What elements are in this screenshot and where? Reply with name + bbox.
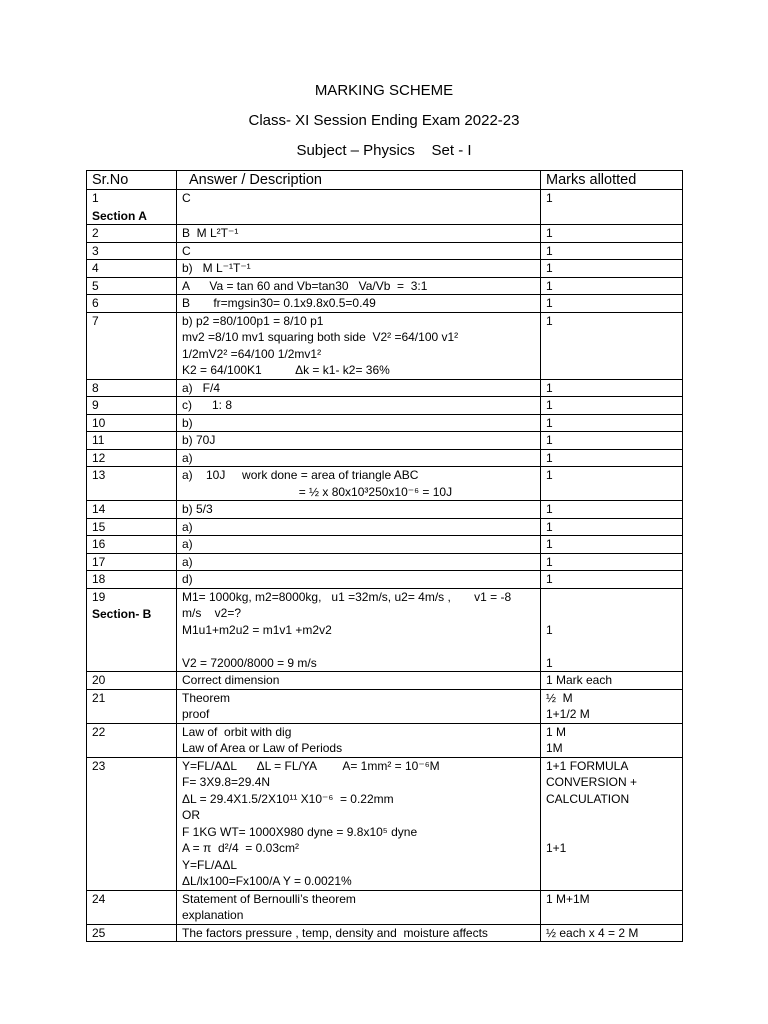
- answer-line: a): [182, 519, 193, 534]
- answer-cell: [177, 312, 541, 379]
- marks-cell: [541, 397, 683, 415]
- marks-line: 1: [546, 433, 553, 447]
- answer-cell: [177, 723, 541, 757]
- answer-cell: [177, 379, 541, 397]
- marks-cell: [541, 277, 683, 295]
- sr-no-cell: [87, 432, 177, 450]
- marks-cell: [541, 312, 683, 379]
- answer-line: proof: [182, 707, 210, 721]
- marks-line: 1: [546, 398, 553, 412]
- marks-cell: [541, 432, 683, 450]
- sr-no-cell: [87, 588, 177, 672]
- marks-line: 1M: [546, 741, 563, 755]
- table-row: [87, 890, 683, 924]
- sr-no: 5: [92, 278, 99, 293]
- sr-no-cell: [87, 312, 177, 379]
- section-label: Section- B: [92, 607, 152, 621]
- answer-line: C: [182, 243, 191, 258]
- answer-line: explanation: [182, 908, 244, 922]
- marks-cell: [541, 890, 683, 924]
- answer-line: 1/2mV2² =64/100 1/2mv1²: [182, 346, 322, 361]
- marks-line: 1 M: [546, 724, 567, 739]
- table-row: [87, 379, 683, 397]
- answer-cell: [177, 397, 541, 415]
- marks-cell: [541, 242, 683, 260]
- header-answer: Answer / Description: [177, 171, 541, 190]
- marks-line: 1: [546, 243, 553, 258]
- document-title: MARKING SCHEME: [314, 82, 454, 99]
- answer-line: V2 = 72000/8000 = 9 m/s: [182, 655, 317, 670]
- marks-line: 1: [546, 380, 553, 395]
- exam-class-line: Class- XI Session Ending Exam 2022-23: [248, 112, 520, 129]
- marks-cell: [541, 553, 683, 571]
- marks-line: 1: [546, 655, 553, 670]
- answer-line: m/s v2=?: [182, 606, 242, 620]
- marks-line: 1: [546, 502, 553, 516]
- answer-line: b) p2 =80/100p1 = 8/10 p1: [182, 313, 324, 328]
- sr-no: 8: [92, 380, 99, 395]
- sr-no-cell: [87, 449, 177, 467]
- sr-no-cell: [87, 890, 177, 924]
- sr-no-cell: [87, 571, 177, 589]
- answer-cell: [177, 672, 541, 690]
- answer-line: c) 1: 8: [182, 398, 233, 412]
- answer-cell: [177, 757, 541, 890]
- marks-line: [546, 824, 677, 841]
- table-row: [87, 723, 683, 757]
- sr-no-cell: [87, 501, 177, 519]
- marks-line: 1: [546, 313, 553, 328]
- answer-cell: [177, 553, 541, 571]
- sr-no: 4: [92, 261, 99, 275]
- answer-line: b) 70J: [182, 433, 216, 447]
- header-marks: Marks allotted: [541, 171, 683, 190]
- sr-no: 23: [92, 758, 106, 773]
- answer-line: a) 10J work done = area of triangle ABC: [182, 468, 419, 482]
- marks-cell: [541, 689, 683, 723]
- table-row: [87, 242, 683, 260]
- marks-line: 1: [546, 468, 553, 482]
- sr-no-cell: [87, 924, 177, 942]
- section-label: Section A: [92, 208, 147, 223]
- table-row: [87, 571, 683, 589]
- table-row: [87, 190, 683, 225]
- sr-no: 21: [92, 690, 106, 705]
- marks-line: ½ each x 4 = 2 M: [546, 925, 639, 940]
- answer-line: OR: [182, 808, 200, 822]
- answer-cell: [177, 225, 541, 243]
- answer-line: A = π d²/4 = 0.03cm²: [182, 841, 299, 855]
- marks-line: [546, 873, 677, 890]
- answer-line: B fr=mgsin30= 0.1x9.8x0.5=0.49: [182, 296, 376, 310]
- table-row: [87, 757, 683, 890]
- answer-line: Theorem: [182, 690, 231, 705]
- table-row: [87, 260, 683, 278]
- answer-cell: [177, 536, 541, 554]
- table-row: [87, 924, 683, 942]
- sr-no: 16: [92, 537, 106, 551]
- sr-no-cell: [87, 190, 177, 225]
- marks-cell: [541, 501, 683, 519]
- answer-line: [182, 638, 535, 655]
- sr-no: 17: [92, 554, 106, 569]
- marks-cell: [541, 414, 683, 432]
- answer-cell: [177, 467, 541, 501]
- answer-line: a): [182, 450, 193, 465]
- marks-cell: [541, 757, 683, 890]
- answer-cell: [177, 414, 541, 432]
- answer-line: ΔL/lx100=Fx100/A Y = 0.0021%: [182, 874, 352, 888]
- sr-no-cell: [87, 225, 177, 243]
- answer-cell: [177, 242, 541, 260]
- marks-line: 1: [546, 554, 553, 569]
- marks-line: CONVERSION +: [546, 775, 638, 789]
- table-row: [87, 414, 683, 432]
- table-row: [87, 518, 683, 536]
- sr-no-cell: [87, 467, 177, 501]
- answer-line: F 1KG WT= 1000X980 dyne = 9.8x10⁵ dyne: [182, 824, 418, 839]
- answer-line: b) 5/3: [182, 502, 213, 516]
- table-row: [87, 295, 683, 313]
- subject-line: Subject – Physics Set - I: [296, 142, 472, 159]
- marks-cell: [541, 571, 683, 589]
- marks-cell: [541, 588, 683, 672]
- table-row: [87, 432, 683, 450]
- sr-no: 19: [92, 589, 106, 604]
- marks-cell: [541, 295, 683, 313]
- sr-no: 1: [92, 191, 99, 205]
- answer-cell: [177, 518, 541, 536]
- answer-line: a) F/4: [182, 380, 221, 395]
- answer-line: M1= 1000kg, m2=8000kg, u1 =32m/s, u2= 4m/s , v1 = -8: [182, 589, 512, 604]
- table-row: [87, 449, 683, 467]
- answer-cell: [177, 449, 541, 467]
- sr-no-cell: [87, 397, 177, 415]
- marks-line: [546, 638, 677, 655]
- sr-no-cell: [87, 414, 177, 432]
- sr-no: 3: [92, 243, 99, 258]
- sr-no: 7: [92, 313, 99, 328]
- answer-line: The factors pressure , temp, density and moisture affects: [182, 925, 488, 940]
- answer-line: F= 3X9.8=29.4N: [182, 775, 271, 789]
- sr-no: 14: [92, 502, 106, 516]
- table-row: [87, 672, 683, 690]
- answer-cell: [177, 689, 541, 723]
- answer-line: Law of Area or Law of Periods: [182, 741, 343, 755]
- marks-cell: [541, 379, 683, 397]
- answer-line: M1u1+m2u2 = m1v1 +m2v2: [182, 622, 332, 637]
- sr-no-cell: [87, 518, 177, 536]
- marks-line: 1: [546, 450, 553, 465]
- marks-line: 1: [546, 296, 553, 310]
- sr-no: 18: [92, 572, 106, 586]
- marks-line: 1: [546, 537, 553, 551]
- sr-no: 2: [92, 226, 99, 240]
- marks-cell: [541, 723, 683, 757]
- marks-line: [546, 589, 677, 606]
- table-row: [87, 277, 683, 295]
- marks-cell: [541, 260, 683, 278]
- answer-line: d): [182, 572, 193, 586]
- answer-line: Y=FL/AΔL: [182, 857, 238, 872]
- sr-no: 12: [92, 450, 106, 465]
- marks-line: 1+1: [546, 841, 567, 855]
- sr-no: 6: [92, 296, 99, 310]
- table-row: [87, 312, 683, 379]
- marks-line: 1: [546, 278, 553, 293]
- answer-line: a): [182, 537, 193, 551]
- marks-line: [546, 857, 677, 874]
- sr-no-cell: [87, 757, 177, 890]
- answer-line: B M L²T⁻¹: [182, 226, 239, 240]
- table-row: [87, 397, 683, 415]
- marks-cell: [541, 225, 683, 243]
- marks-line: 1: [546, 519, 553, 534]
- marks-cell: [541, 672, 683, 690]
- table-header-row: [87, 171, 683, 190]
- marks-line: [546, 807, 677, 824]
- table-row: [87, 536, 683, 554]
- marks-line: 1: [546, 415, 553, 430]
- sr-no-cell: [87, 536, 177, 554]
- table-row: [87, 553, 683, 571]
- marks-line: CALCULATION: [546, 791, 630, 806]
- sr-no-cell: [87, 295, 177, 313]
- answer-line: C: [182, 191, 191, 205]
- marks-line: 1: [546, 191, 553, 205]
- marks-line: 1: [546, 622, 553, 637]
- marks-line: 1 Mark each: [546, 673, 613, 687]
- sr-no: 24: [92, 891, 106, 906]
- marks-line: 1+1/2 M: [546, 707, 590, 721]
- answer-line: ΔL = 29.4X1.5/2X10¹¹ X10⁻⁶ = 0.22mm: [182, 791, 394, 806]
- answer-cell: [177, 190, 541, 225]
- marks-line: 1: [546, 261, 553, 275]
- answer-line: Statement of Bernoulli’s theorem: [182, 891, 356, 906]
- answer-line: b) M L⁻¹T⁻¹: [182, 261, 251, 275]
- sr-no-cell: [87, 689, 177, 723]
- marks-line: 1+1 FORMULA: [546, 758, 629, 773]
- sr-no: 9: [92, 398, 99, 412]
- answer-line: K2 = 64/100K1 Δk = k1- k2= 36%: [182, 363, 390, 377]
- table-row: [87, 689, 683, 723]
- answer-cell: [177, 260, 541, 278]
- answer-line: Law of orbit with dig: [182, 724, 292, 739]
- answer-cell: [177, 890, 541, 924]
- sr-no-cell: [87, 379, 177, 397]
- sr-no-cell: [87, 553, 177, 571]
- header-sr-no: Sr.No: [87, 171, 177, 190]
- answer-cell: [177, 571, 541, 589]
- marking-scheme-table: [86, 170, 683, 942]
- sr-no: 25: [92, 925, 106, 940]
- marks-line: [546, 605, 677, 622]
- answer-line: A Va = tan 60 and Vb=tan30 Va/Vb = 3:1: [182, 278, 428, 293]
- sr-no: 20: [92, 673, 106, 687]
- sr-no-cell: [87, 672, 177, 690]
- answer-cell: [177, 924, 541, 942]
- marks-cell: [541, 467, 683, 501]
- table-row: [87, 225, 683, 243]
- sr-no: 22: [92, 724, 106, 739]
- marks-line: 1: [546, 572, 553, 586]
- answer-line: Y=FL/AΔL ΔL = FL/YA A= 1mm² = 10⁻⁶M: [182, 758, 440, 773]
- answer-line: Correct dimension: [182, 673, 280, 687]
- marks-cell: [541, 449, 683, 467]
- sr-no: 15: [92, 519, 106, 534]
- answer-cell: [177, 295, 541, 313]
- table-row: [87, 588, 683, 672]
- table-row: [87, 467, 683, 501]
- answer-line: a): [182, 554, 193, 569]
- sr-no: 13: [92, 468, 106, 482]
- sr-no-cell: [87, 723, 177, 757]
- marks-cell: [541, 190, 683, 225]
- marks-cell: [541, 536, 683, 554]
- marks-line: ½ M: [546, 690, 573, 705]
- sr-no: 11: [92, 433, 105, 447]
- sr-no: 10: [92, 415, 106, 430]
- table-row: [87, 501, 683, 519]
- answer-cell: [177, 432, 541, 450]
- sr-no-cell: [87, 242, 177, 260]
- marks-cell: [541, 518, 683, 536]
- answer-cell: [177, 501, 541, 519]
- marks-line: 1: [546, 226, 553, 240]
- answer-cell: [177, 588, 541, 672]
- sr-no-cell: [87, 277, 177, 295]
- answer-line: = ½ x 80x10³250x10⁻⁶ = 10J: [182, 484, 453, 499]
- marks-cell: [541, 924, 683, 942]
- sr-no-cell: [87, 260, 177, 278]
- marks-line: 1 M+1M: [546, 891, 590, 906]
- answer-line: mv2 =8/10 mv1 squaring both side V2² =64/100 v1²: [182, 330, 459, 344]
- answer-line: b): [182, 415, 193, 430]
- answer-cell: [177, 277, 541, 295]
